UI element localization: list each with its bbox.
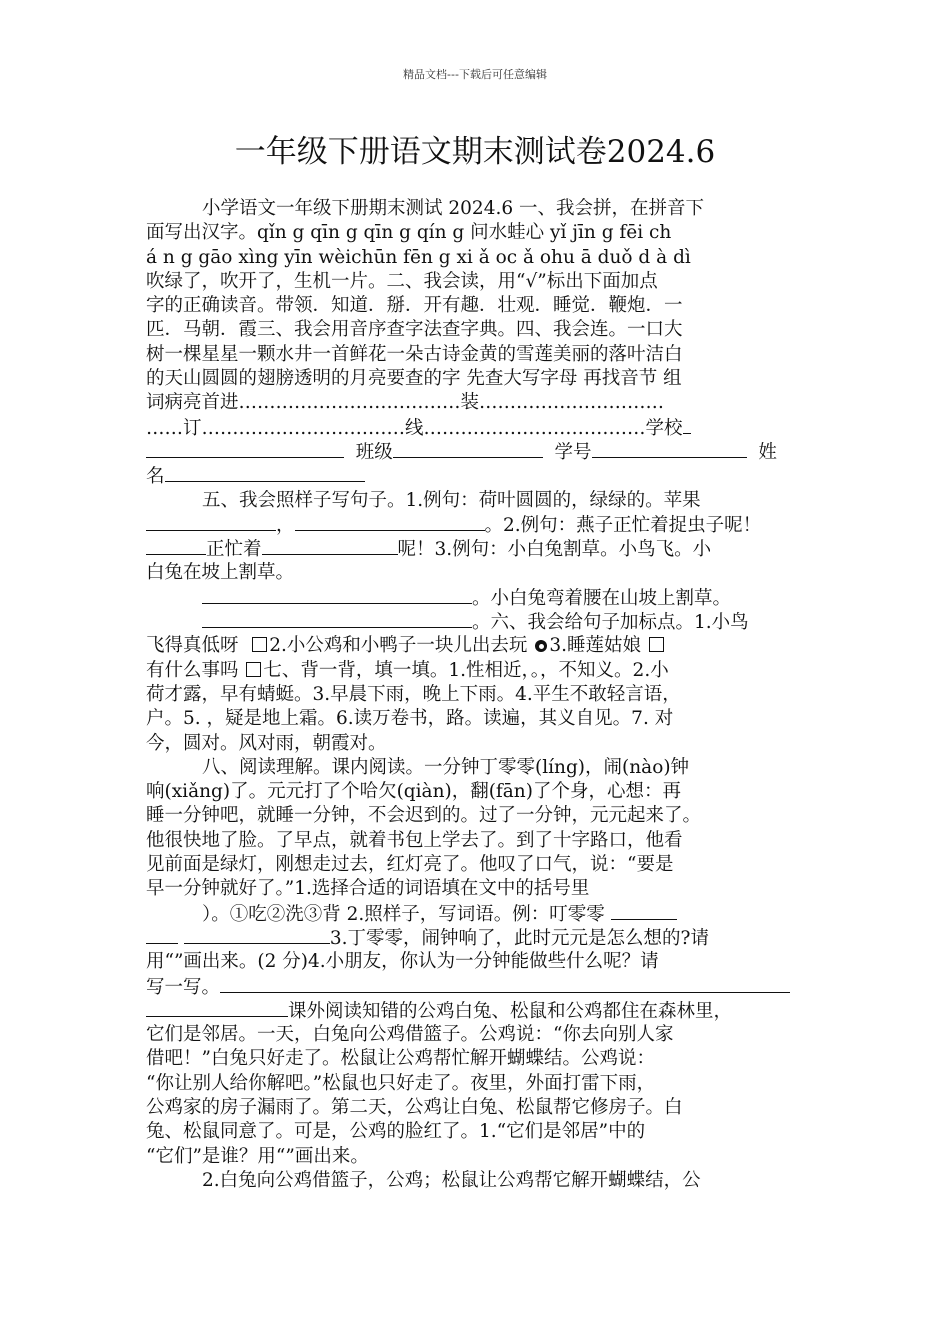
- text-line: 睡一分钟吧，就睡一分钟，不会迟到的。过了一分钟，元元起来了。: [146, 805, 702, 827]
- punctuation-box: [246, 662, 261, 677]
- text-line: 荷才露，早有蜻蜓。3.早晨下雨，晚上下雨。4.平生不敢轻言语，: [146, 683, 681, 705]
- text-line: 他很快地了脸。了早点，就着书包上学去了。到了十字路口，他看: [146, 829, 683, 851]
- exam-body: [146, 197, 808, 1193]
- blank-line: [220, 975, 790, 993]
- text-line: 面写出汉字。qǐn g qīn g qīn g qín g 问水蛙心 yǐ jīn g fēi ch: [146, 222, 672, 244]
- text-line: “你让别人给你解吧。”松鼠也只好走了。夜里，外面打雷下雨，: [146, 1072, 656, 1094]
- text-line: “它们”是谁？用“”画出来。: [146, 1145, 369, 1167]
- text-line: 。六、我会给句子加标点。1.小鸟: [146, 610, 808, 634]
- blank-line: [146, 513, 276, 531]
- punctuation-box: [649, 637, 664, 652]
- text-line: 匹．马朝．霞三、我会用音序查字法查字典。四、我会连。一口大: [146, 319, 683, 341]
- header-note: 精品文档---下载后可任意编辑: [403, 68, 547, 81]
- text-line: ）。①吃②洗③背 2.照样子，写词语。例：叮零零: [146, 902, 808, 926]
- text-line: 见前面是绿灯，刚想走过去，红灯亮了。他叹了口气，说：“要是: [146, 854, 674, 876]
- text-line: 小学语文一年级下册期末测试 2024.6 一、我会拼，在拼音下: [202, 198, 704, 219]
- text-line: 写一写。: [146, 975, 808, 999]
- text-line: 用“”画出来。(2 分)4.小朋友，你认为一分钟能做些什么呢？请: [146, 951, 659, 973]
- blank-line: [146, 537, 206, 555]
- blank-line: [295, 513, 485, 531]
- punctuation-box: [252, 637, 267, 652]
- blank-line: [262, 537, 398, 555]
- blank-line: [592, 440, 747, 458]
- text-line: 响(xiǎng)了。元元打了个哈欠(qiàn)，翻(fān)了个身，心想：再: [146, 781, 681, 803]
- blank-line: [184, 926, 330, 944]
- text-line: 课外阅读知错的公鸡白兔、松鼠和公鸡都住在森林里，: [146, 999, 808, 1023]
- text-line: 今，圆对。风对雨，朝霞对。: [146, 732, 387, 754]
- text-line: 正忙着 呢！3.例句：小白兔割草。小鸟飞。小: [146, 537, 808, 561]
- text-line: 词病亮首进………………………………装…………………………: [146, 392, 665, 414]
- blank-line: [393, 440, 543, 458]
- text-line: 白兔在坡上割草。: [146, 562, 295, 584]
- text-line: 早一分钟就好了。”1.选择合适的词语填在文中的括号里: [146, 878, 590, 900]
- text-line: 。小白兔弯着腰在山坡上割草。: [146, 586, 808, 610]
- blank-line: [611, 902, 677, 920]
- blank-line: [146, 440, 344, 458]
- text-line: ， 。2.例句：燕子正忙着捉虫子呢！: [146, 513, 808, 537]
- text-line: 飞得真低呀 2.小公鸡和小鸭子一块儿出去玩 3.睡莲姑娘: [146, 634, 808, 658]
- student-info-line: 名: [146, 464, 808, 488]
- blank-line: [683, 416, 691, 434]
- blank-line: [165, 464, 365, 482]
- blank-line: [146, 926, 178, 944]
- text-line: 吹绿了，吹开了，生机一片。二、我会读，用“√”标出下面加点: [146, 270, 658, 292]
- text-line: 3.丁零零，闹钟响了，此时元元是怎么想的?请: [146, 926, 808, 950]
- punctuation-circle-icon: [535, 640, 547, 652]
- blank-line: [202, 586, 472, 604]
- text-line: 公鸡家的房子漏雨了。第二天，公鸡让白兔、松鼠帮它修房子。白: [146, 1096, 683, 1118]
- blank-line: [202, 610, 472, 628]
- text-line: 借吧！”白兔只好走了。松鼠让公鸡帮忙解开蝴蝶结。公鸡说：: [146, 1048, 655, 1070]
- text-line: 树一棵星星一颗水井一首鲜花一朵古诗金黄的雪莲美丽的落叶洁白: [146, 343, 683, 365]
- blank-line: [146, 999, 288, 1017]
- text-line: 2.白兔向公鸡借篮子，公鸡；松鼠让公鸡帮它解开蝴蝶结，公: [202, 1169, 701, 1191]
- text-line: 有什么事吗 七、背一背，填一填。1.性相近，。，不知义。2.小: [146, 659, 669, 681]
- text-line: 五、我会照样子写句子。1.例句：荷叶圆圆的，绿绿的。苹果: [202, 489, 701, 511]
- text-line: 兔、松鼠同意了。可是，公鸡的脸红了。1.“它们是邻居”中的: [146, 1121, 646, 1143]
- text-line: 字的正确读音。带领．知道．掰．开有趣．壮观．睡觉．鞭炮．一: [146, 295, 683, 317]
- text-line: 的天山圆圆的翅膀透明的月亮要查的字 先查大写字母 再找音节 组: [146, 368, 682, 390]
- text-line: 八、阅读理解。课内阅读。一分钟丁零零(líng)，闹(nào)钟: [202, 756, 690, 778]
- text-line: ……订……………………………线………………………………学校: [146, 416, 808, 440]
- page-title: 一年级下册语文期末测试卷2024.6: [234, 134, 716, 170]
- student-info-line: 班级 学号 姓: [146, 440, 808, 464]
- text-line: 户。5. ，疑是地上霜。6.读万卷书，路。读遍，其义自见。7. 对: [146, 708, 674, 730]
- text-line: 它们是邻居。一天，白兔向公鸡借篮子。公鸡说：“你去向别人家: [146, 1024, 674, 1046]
- text-line: á n g gāo xìng yīn wèichūn fēn g xi ǎ oc ǎ ohu ā duǒ d à dì: [146, 246, 691, 268]
